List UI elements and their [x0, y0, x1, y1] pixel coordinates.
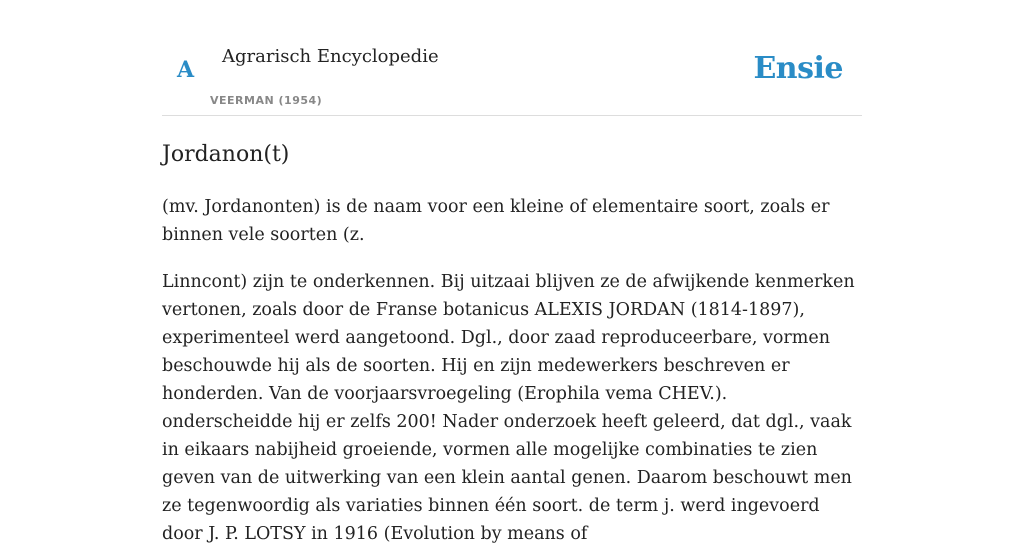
article-paragraph: Linncont) zijn te onderkennen. Bij uitzaai blijven ze de afwijkende kenmerken vertonen, zoals door de Franse botanicus ALEXIS JORDAN (1814-1897), experimenteel werd aangetoond. Dgl., door zaad reproduceerbare, vormen beschouwde hij als de soorten. Hij en zijn medewerkers beschreven er honderden. Van de voorjaarsvroegeling (Erophila vema CHEV.). onderscheidde hij er zelfs 200! Nader onderzoek heeft geleerd, dat dgl., vaak in eikaars nabijheid groeiende, vormen alle mogelijke combinaties te zien geven van de uitwerking van een klein aantal genen. Daarom beschouwt men ze tegenwoordig als variaties binnen één soort. de term j. werd ingevoerd door J. P. LOTSY in 1916 (Evolution by means of	[162, 272, 855, 544]
book-subtitle: VEERMAN (1954)	[210, 94, 323, 107]
page	[162, 0, 862, 548]
letter-index-link[interactable]: A	[177, 57, 195, 83]
article-paragraph: (mv. Jordanonten) is de naam voor een kleine of elementaire soort, zoals er binnen vele soorten (z.	[162, 197, 830, 245]
book-title-link[interactable]: Agrarisch Encyclopedie	[222, 46, 439, 67]
ensie-logo-link[interactable]: Ensie	[753, 51, 843, 86]
header	[162, 0, 862, 116]
article-title: Jordanon(t)	[162, 142, 290, 167]
